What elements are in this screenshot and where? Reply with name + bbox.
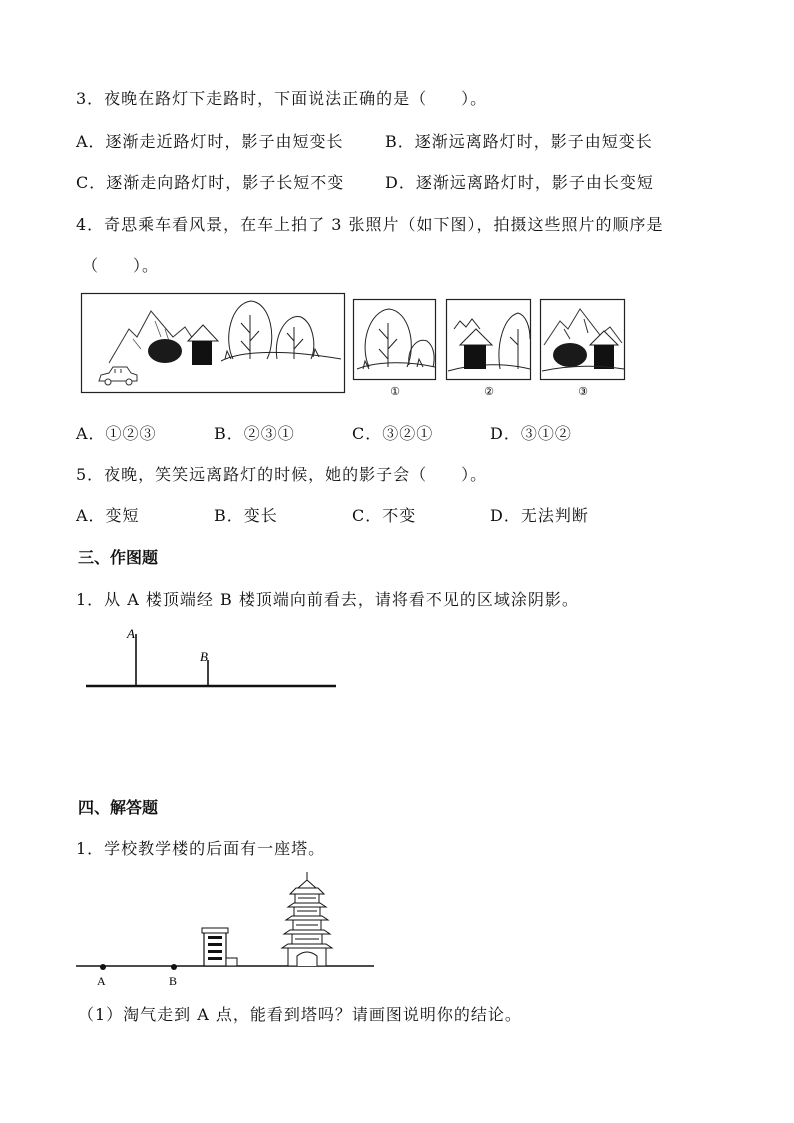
photo-3-label: ③: [578, 385, 588, 398]
point-b-label: B: [169, 974, 178, 988]
school-tower-diagram: [76, 872, 376, 990]
q4-option-d[interactable]: D．③①②: [490, 424, 572, 443]
point-b-dot: [171, 964, 177, 970]
label-a: A: [127, 626, 135, 641]
q5-option-b[interactable]: B．变长: [214, 506, 278, 525]
label-b: B: [200, 649, 208, 664]
q3-stem: 3．夜晚在路灯下走路时，下面说法正确的是（ ）。: [76, 89, 488, 108]
section-3-q1: 1．从 A 楼顶端经 B 楼顶端向前看去，请将看不见的区域涂阴影。: [76, 590, 579, 609]
q4-option-a[interactable]: A．①②③: [76, 424, 157, 443]
photo-2-label: ②: [484, 385, 494, 398]
photo-1-label: ①: [390, 385, 400, 398]
photo-2: [446, 299, 532, 399]
school-building-icon: [202, 928, 237, 966]
q5-option-d[interactable]: D．无法判断: [490, 506, 589, 525]
q4-stem-line1: 4．奇思乘车看风景，在车上拍了 3 张照片（如下图），拍摄这些照片的顺序是: [76, 215, 664, 234]
q4-stem-line2: （ ）。: [82, 256, 160, 275]
q4-option-b[interactable]: B．②③①: [214, 424, 295, 443]
section-3-title: 三、作图题: [78, 548, 159, 567]
q5-stem: 5．夜晚，笑笑远离路灯的时候，她的影子会（ ）。: [76, 465, 488, 484]
q5-option-a[interactable]: A．变短: [76, 506, 140, 525]
section-4-q1: 1．学校教学楼的后面有一座塔。: [76, 839, 326, 858]
point-a-label: A: [97, 974, 106, 988]
bush-icon: [148, 339, 182, 363]
section-4-sub1: （1）淘气走到 A 点，能看到塔吗？请画图说明你的结论。: [78, 1005, 522, 1024]
photo-1: [353, 299, 437, 399]
buildings-ab-diagram: [86, 624, 338, 690]
q3-option-b[interactable]: B．逐渐远离路灯时，影子由短变长: [385, 132, 653, 151]
q3-option-d[interactable]: D．逐渐远离路灯时，影子由长变短: [385, 173, 654, 192]
point-a-dot: [100, 964, 106, 970]
section-4-title: 四、解答题: [78, 798, 159, 817]
q3-option-a[interactable]: A．逐渐走近路灯时，影子由短变长: [76, 132, 344, 151]
scenery-panorama: [81, 293, 345, 393]
q5-option-c[interactable]: C．不变: [352, 506, 417, 525]
pagoda-tower-icon: [282, 872, 332, 966]
q3-option-c[interactable]: C．逐渐走向路灯时，影子长短不变: [76, 173, 345, 192]
q4-option-c[interactable]: C．③②①: [352, 424, 434, 443]
photo-3: [540, 299, 626, 399]
